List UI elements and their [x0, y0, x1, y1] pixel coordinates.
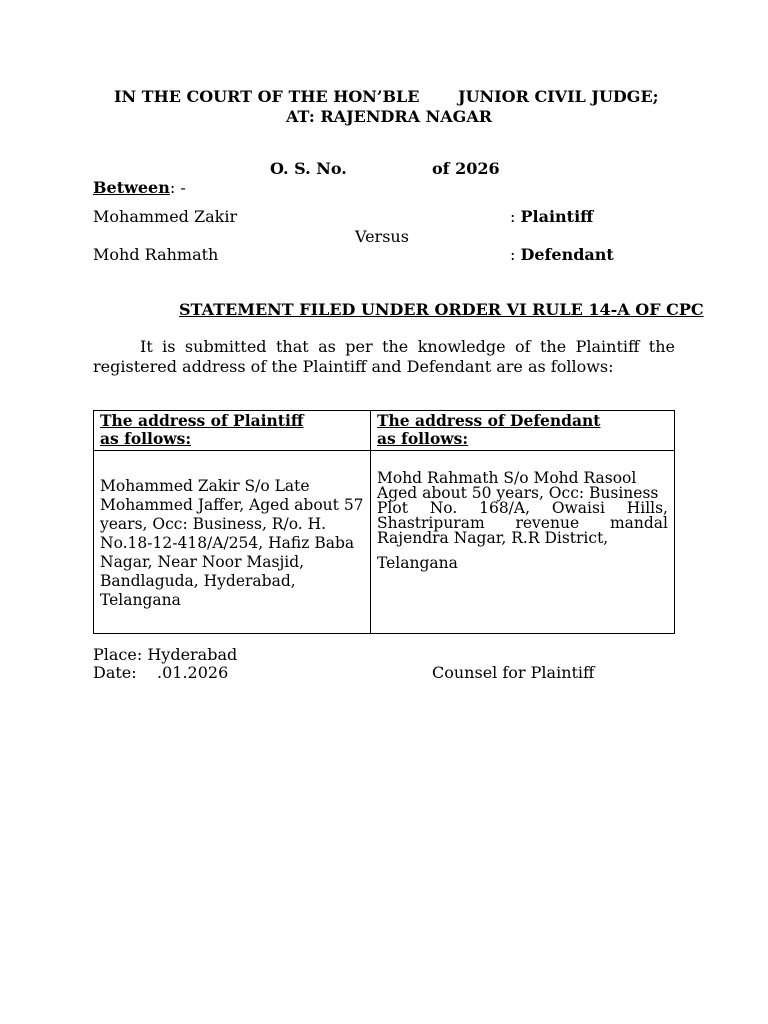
between-text: Between — [93, 178, 170, 197]
plaintiff-role-prefix: : — [510, 207, 521, 226]
plaintiff-header-line1: The address of Plaintiff — [100, 411, 304, 430]
statement-title: STATEMENT FILED UNDER ORDER VI RULE 14-A OF CPC — [179, 300, 704, 319]
intro-paragraph: It is submitted that as per the knowledge of the Plaintiff the registered address of the Plaintiff and Defendant are as follows: — [93, 337, 675, 376]
defendant-address-line3: Plot No. 168/A, Owaisi Hills, Shastripuram revenue mandal Rajendra Nagar, R.R District, — [377, 499, 668, 547]
address-table-header-row — [94, 411, 675, 451]
court-heading-left: IN THE COURT OF THE HON’BLE — [114, 87, 420, 106]
defendant-header-line2: as follows: — [377, 429, 469, 448]
versus-text: Versus — [355, 227, 409, 246]
defendant-address-line2: Aged about 50 years, Occ: Business — [377, 484, 659, 502]
plaintiff-name: Mohammed Zakir — [93, 207, 238, 226]
defendant-address — [371, 451, 675, 634]
plaintiff-address: Mohammed Zakir S/o Late Mohammed Jaffer, Aged about 57 years, Occ: Business, R/o. H. No.18-12-418/A/254, Hafiz Baba Nagar, Near Noor Masjid, Bandlaguda, Hyderabad, Telangana — [94, 451, 371, 634]
counsel-signature: Counsel for Plaintiff — [432, 663, 595, 682]
address-table-body-row — [94, 451, 675, 634]
defendant-address-line1: Mohd Rahmath S/o Mohd Rasool — [377, 469, 637, 487]
between-label — [93, 178, 186, 197]
plaintiff-role-text: Plaintiff — [520, 207, 594, 226]
plaintiff-role — [510, 207, 593, 226]
defendant-address-line4: Telangana — [377, 554, 458, 572]
place-text: Place: Hyderabad — [93, 645, 238, 664]
case-year: of 2026 — [432, 159, 500, 178]
defendant-name: Mohd Rahmath — [93, 245, 219, 264]
date-label: Date: — [93, 663, 137, 682]
defendant-role — [510, 245, 614, 264]
defendant-role-text: Defendant — [520, 245, 614, 264]
court-location: AT: RAJENDRA NAGAR — [286, 107, 493, 126]
court-heading-right: JUNIOR CIVIL JUDGE; — [458, 87, 659, 106]
plaintiff-header-line2: as follows: — [100, 429, 192, 448]
os-number-label: O. S. No. — [270, 159, 347, 178]
address-table — [93, 410, 675, 634]
date-value: .01.2026 — [157, 663, 229, 682]
defendant-header-line1: The address of Defendant — [377, 411, 601, 430]
plaintiff-address-header — [94, 411, 371, 451]
defendant-address-header — [371, 411, 675, 451]
defendant-role-prefix: : — [510, 245, 521, 264]
between-suffix: : - — [169, 178, 186, 197]
